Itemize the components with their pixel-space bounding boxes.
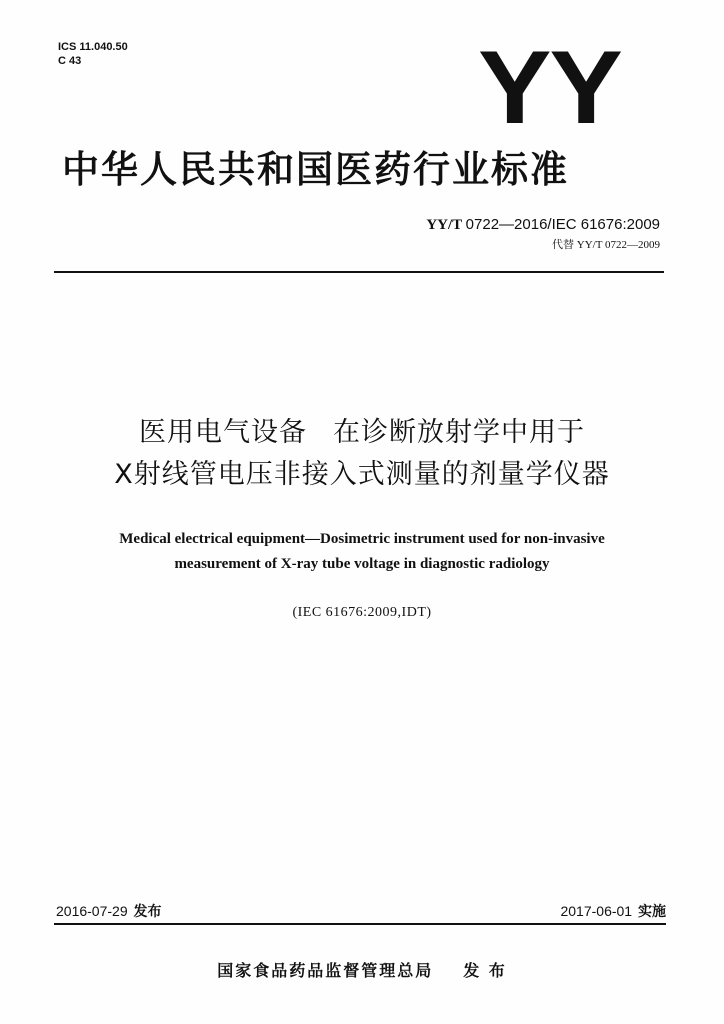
implementation-date-value: 2017-06-01 [560,903,633,919]
standard-number-prefix: YY/T [426,217,462,233]
issue-date-label: 发布 [133,904,162,920]
chinese-title-line-2: X射线管电压非接入式测量的剂量学仪器 [114,459,610,490]
replaced-standard: 代替 YY/T 0722—2009 [552,239,660,251]
organization-title: 中华人民共和国医药行业标准 [62,148,569,191]
iec-equivalence: (IEC 61676:2009,IDT) [292,605,432,620]
english-title-line-2: measurement of X-ray tube voltage in diagnostic radiology [174,556,550,572]
english-title [0,527,724,577]
publisher-name: 国家食品药品监督管理总局 [217,961,434,980]
footer-divider [54,923,666,925]
issue-date-value: 2016-07-29 [56,903,128,919]
implementation-date-label: 实施 [638,904,666,920]
chinese-title-part-1: 医用电气设备 [139,417,307,448]
standard-number [426,216,660,234]
header-divider [54,271,664,273]
classification-codes [58,40,128,68]
ccs-code: C 43 [58,55,82,67]
chinese-title-part-2: 在诊断放射学中用于 [333,417,585,448]
publisher-action: 发 布 [463,961,507,980]
english-title-line-1: Medical electrical equipment—Dosimetric instrument used for non-invasive [119,531,605,547]
yy-standard-logo: YY [478,30,621,146]
ics-code: ICS 11.040.50 [58,41,128,53]
publisher [0,960,724,982]
chinese-title [0,412,724,496]
issue-date [56,902,162,921]
chinese-title-line-1 [0,412,724,454]
implementation-date [560,902,666,921]
standard-number-body: 0722—2016/IEC 61676:2009 [465,216,660,233]
